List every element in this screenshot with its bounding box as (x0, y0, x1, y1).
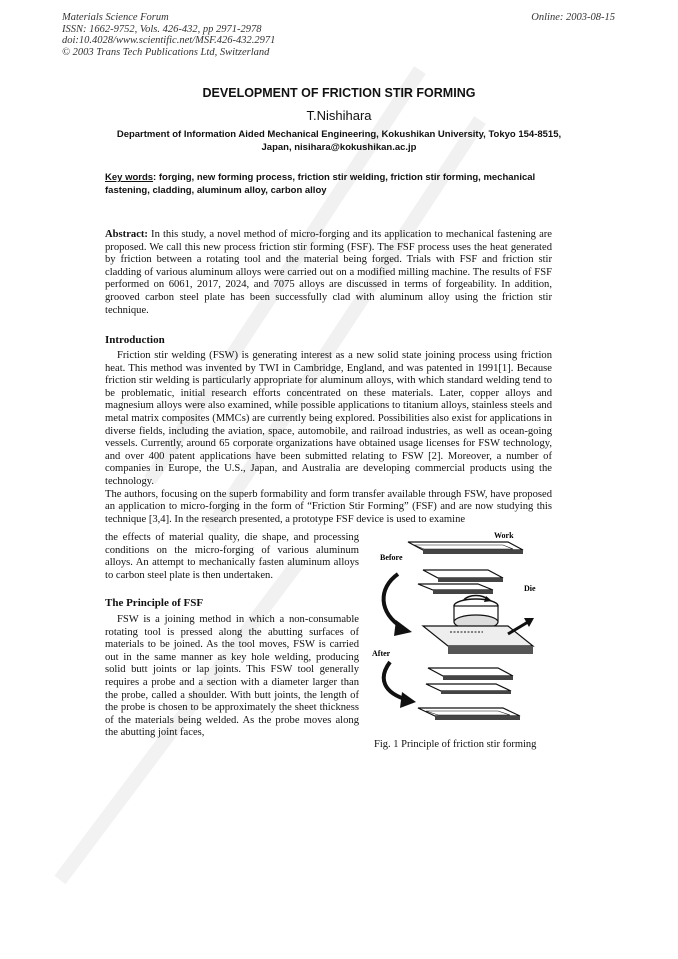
abstract-label: Abstract: (105, 229, 148, 240)
arrow-head-before-icon (394, 620, 412, 636)
online-date: Online: 2003-08-15 (531, 12, 615, 23)
introduction-paragraph-2: The authors, focusing on the superb formability and form transfer available through FSW, have proposed an application to micro-forging in the form of “Friction Stir Forming” (FSF) and are now studying this technique [3,4]. In the research presented, a prototype FSF device is used to examine (105, 488, 552, 525)
label-work: Work (494, 531, 514, 540)
affiliation-line-1: Department of Information Aided Mechanical Engineering, Kokushikan University, Tokyo 154-8515, (116, 129, 562, 140)
introduction-paragraph-1: Friction stir welding (FSW) is generating interest as a new solid state joining process using friction heat. This method was invented by TWI in Cambridge, England, and was patented in 1991[1]. Because friction stir welding is particularly appropriate for aluminum alloys, with which standard welding tend to be problematic, initial research efforts concentrated on these materials. Later, copper alloys and magnesium alloys were also examined, while possible applications to titanium alloys, stainless steels and metal matrix composites (MMCs) are currently being explored. Possibilities also exist for applications in diverse fields, including the aviation, space, automobile, and railroad industries, as well as ocean-going vessels. Currently, around 65 corporate organizations have obtained usage licenses for FSW technology, and over 400 patent applications have been submitted relating to FSW [2]. Moreover, a number of companies in Europe, the U.S., Japan, and Australia are developing commercial products using the technology. (105, 350, 552, 487)
curved-arrow-before-icon (384, 574, 403, 628)
label-before: Before (380, 553, 403, 562)
journal-name: Materials Science Forum (62, 12, 169, 23)
issn: ISSN: 1662-9752, Vols. 426-432, pp 2971-2978 (62, 23, 262, 35)
abstract (105, 229, 552, 317)
principle-heading: The Principle of FSF (105, 597, 204, 609)
affiliation-line-2: Japan, nisihara@kokushikan.ac.jp (261, 142, 417, 153)
label-after: After (372, 649, 391, 658)
work-plates-stack (418, 570, 503, 594)
rotating-tool-and-die (423, 596, 534, 655)
journal-header (62, 12, 275, 58)
affiliation (100, 128, 578, 154)
arrow-head-after-icon (400, 692, 416, 708)
introduction-paragraph-2-continued: the effects of material quality, die shape, and processing conditions on the micro-forging of various aluminum alloys. An attempt to mechanically fasten aluminum alloys to carbon steel plate is then undertaken. (105, 532, 359, 581)
keywords (105, 171, 552, 197)
keywords-text: : forging, new forming process, friction stir welding, friction stir forming, mechanical fastening, cladding, aluminum alloy, carbon alloy (105, 172, 536, 196)
work-plate (408, 542, 523, 554)
principle-paragraph: FSW is a joining method in which a non-consumable rotating tool is pressed along the abutting surfaces of materials to be joined. As the tool moves, FSW is carried out in the same manner as key hole welding, producing solid butt joints or lap joints. This FSW tool generally requires a probe and a section with a diameter larger than the probe, called a shoulder. With butt joints, the length of the probe is chosen to be approximately the sheet thickness of the materials being welded. As the probe moves along the abutting joint faces, (105, 614, 359, 739)
paper-title: DEVELOPMENT OF FRICTION STIR FORMING (202, 86, 476, 100)
clad-result-plates (418, 668, 520, 720)
doi[interactable]: doi:10.4028/www.scientific.net/MSF.426-432.2971 (62, 35, 276, 46)
copyright: © 2003 Trans Tech Publications Ltd, Switzerland (62, 46, 270, 58)
introduction-heading: Introduction (105, 334, 165, 346)
figure-caption: Fig. 1 Principle of friction stir forming (374, 739, 537, 750)
introduction-body (105, 350, 552, 526)
label-die: Die (524, 584, 536, 593)
author: T.Nishihara (306, 108, 372, 123)
keywords-label: Key words (105, 172, 154, 183)
abstract-text: In this study, a novel method of micro-forging and its application to mechanical fastening are proposed. We call this new process friction stir forming (FSF). The FSF process uses the heat generated by friction between a rotating tool and the material being forged. Trials with FSF and friction stir cladding of various aluminum alloys were carried out on a modified milling machine. The results of FSF performed on 6061, 2017, 2024, and 7075 alloys are discussed in terms of forgeability. In addition, grooved carbon steel plate has been successfully clad with aluminum alloy using the friction stir technique. (105, 229, 552, 316)
figure-1-diagram (368, 528, 548, 733)
